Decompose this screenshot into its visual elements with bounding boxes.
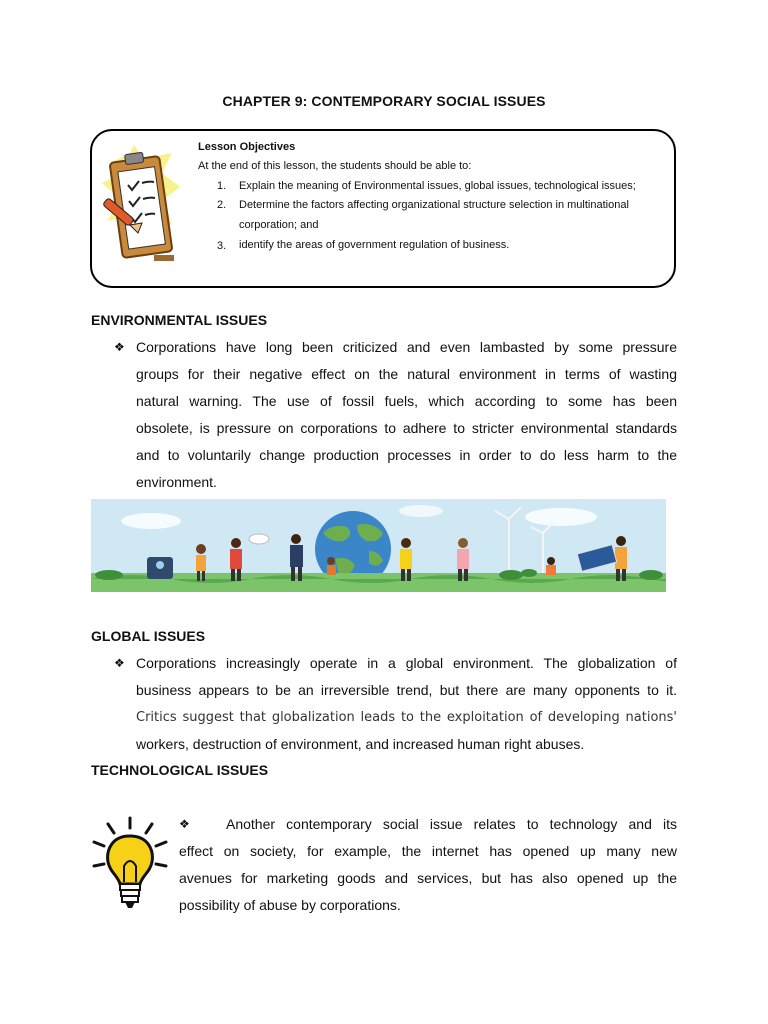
paragraph-line: Critics suggest that globalization leads to the exploitation of developing nations' [136,710,677,725]
objectives-intro: At the end of this lesson, the students should be able to: [198,160,472,172]
environmental-issues-heading: ENVIRONMENTAL ISSUES [91,312,268,328]
environmental-paragraph [136,334,677,496]
objective-text-continued: corporation; and [239,219,319,231]
objective-text: Determine the factors affecting organizational structure selection in multinational [239,199,629,211]
global-paragraph [136,650,677,758]
paragraph-line: possibility of abuse by corporations. [179,897,401,913]
paragraph-line: groups for their negative effect on the natural environment in terms of wasting [136,366,677,382]
global-issues-heading: GLOBAL ISSUES [91,628,206,644]
objective-text: Explain the meaning of Environmental issues, global issues, technological issues; [239,180,636,192]
paragraph-line: obsolete, is pressure on corporations to adhere to stricter environmental standards [136,420,677,436]
paragraph-line: natural warning. The use of fossil fuels, which according to some has been [136,393,677,409]
bullet-diamond-icon: ❖ [179,817,190,831]
environment-banner-illustration [91,499,666,592]
clipboard-checklist-icon [100,145,182,270]
paragraph-line: Corporations have long been criticized and even lambasted by some pressure [136,339,677,355]
paragraph-line: Another contemporary social issue relates to technology and its [226,816,677,832]
objective-number: 3. [217,240,227,252]
technological-paragraph [179,811,677,919]
paragraph-line: business appears to be an irreversible trend, but there are many opponents to it. [136,682,677,698]
objective-text: identify the areas of government regulation of business. [239,239,510,251]
paragraph-line: environment. [136,474,217,490]
bullet-diamond-icon: ❖ [114,656,125,670]
light-bulb-icon [90,814,170,914]
paragraph-line: avenues for marketing goods and services, but has also opened up the [179,870,677,886]
bullet-diamond-icon: ❖ [114,340,125,354]
paragraph-line: workers, destruction of environment, and increased human right abuses. [136,736,585,752]
paragraph-line: effect on society, for example, the internet has opened up many new [179,843,677,859]
paragraph-line: and to voluntarily change production processes in order to do less harm to the [136,447,677,463]
chapter-title: CHAPTER 9: CONTEMPORARY SOCIAL ISSUES [222,93,546,109]
objective-number: 1. [217,180,227,192]
objectives-heading: Lesson Objectives [198,141,296,153]
technological-issues-heading: TECHNOLOGICAL ISSUES [91,762,269,778]
objective-number: 2. [217,199,227,211]
paragraph-line: Corporations increasingly operate in a global environment. The globalization of [136,655,677,671]
